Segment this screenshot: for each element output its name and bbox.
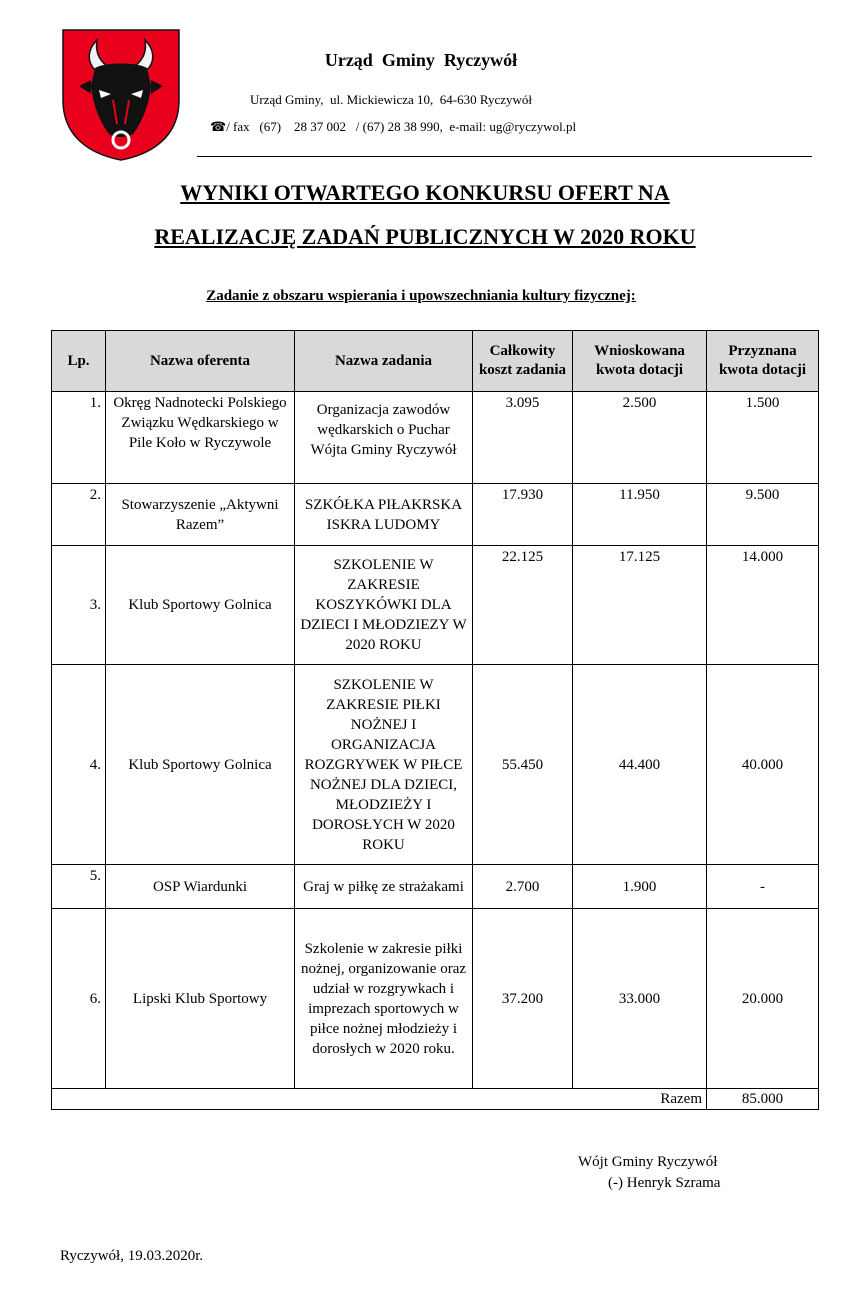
signature-title: Wójt Gminy Ryczywół [578,1154,718,1170]
row-lp: 4. [52,665,106,865]
table-row [52,392,819,484]
row-lp: 3. [52,546,106,665]
row-task-name: SZKOLENIE W ZAKRESIE KOSZYKÓWKI DLA DZIECI I MŁODZIEZY W 2020 ROKU [295,546,473,665]
row-total-cost: 37.200 [473,909,573,1089]
row-requested-amount: 11.950 [573,484,707,546]
table-total-row [52,1089,819,1110]
row-granted-amount: 20.000 [707,909,819,1089]
total-label: Razem [52,1089,707,1110]
organization-contact: ☎/ fax (67) 28 37 002 / (67) 28 38 990, e-mail: ug@ryczywol.pl [210,119,577,134]
row-offeror-name: Klub Sportowy Golnica [106,665,295,865]
table-row [52,546,819,665]
row-total-cost: 3.095 [473,392,573,484]
municipal-crest-icon [61,28,181,162]
row-lp: 2. [52,484,106,546]
table-row [52,865,819,909]
organization-address: Urząd Gminy, ul. Mickiewicza 10, 64-630 Ryczywół [250,92,533,107]
row-lp: 6. [52,909,106,1089]
row-requested-amount: 2.500 [573,392,707,484]
row-task-name: Szkolenie w zakresie piłki nożnej, organizowanie oraz udział w rozgrywkach i imprezach sportowych w piłce nożnej młodzieży i dorosłych w 2020 roku. [295,909,473,1089]
row-total-cost: 22.125 [473,546,573,665]
organization-name: Urząd Gminy Ryczywół [324,50,518,70]
row-granted-amount: 14.000 [707,546,819,665]
row-lp: 1. [52,392,106,484]
signature-block [578,1152,720,1194]
row-offeror-name: Stowarzyszenie „Aktywni Razem” [106,484,295,546]
header-total-cost: Całkowity koszt zadania [473,331,573,392]
header-granted-amount: Przyznana kwota dotacji [707,331,819,392]
total-value: 85.000 [707,1089,819,1110]
row-granted-amount: - [707,865,819,909]
row-total-cost: 17.930 [473,484,573,546]
row-requested-amount: 1.900 [573,865,707,909]
header-offeror-name: Nazwa oferenta [106,331,295,392]
task-area-subtitle: Zadanie z obszaru wspierania i upowszechniania kultury fizycznej: [206,288,636,304]
row-task-name: SZKÓŁKA PIŁAKRSKA ISKRA LUDOMY [295,484,473,546]
row-offeror-name: OSP Wiardunki [106,865,295,909]
document-title-line-1: WYNIKI OTWARTEGO KONKURSU OFERT NA [180,180,670,205]
table-row [52,484,819,546]
header-task-name: Nazwa zadania [295,331,473,392]
row-offeror-name: Klub Sportowy Golnica [106,546,295,665]
row-offeror-name: Okręg Nadnotecki Polskiego Związku Wędkarskiego w Pile Koło w Ryczywole [106,392,295,484]
row-total-cost: 2.700 [473,865,573,909]
signature-name: (-) Henryk Szrama [608,1175,721,1191]
row-granted-amount: 9.500 [707,484,819,546]
header-requested-amount: Wnioskowana kwota dotacji [573,331,707,392]
row-lp: 5. [52,865,106,909]
row-granted-amount: 40.000 [707,665,819,865]
table-row [52,665,819,865]
row-task-name: Graj w piłkę ze strażakami [295,865,473,909]
table-header-row [52,331,819,392]
results-table [51,330,819,1110]
document-title-line-2: REALIZACJĘ ZADAŃ PUBLICZNYCH W 2020 ROKU [154,224,696,249]
header-lp: Lp. [52,331,106,392]
row-granted-amount: 1.500 [707,392,819,484]
row-task-name: SZKOLENIE W ZAKRESIE PIŁKI NOŻNEJ I ORGANIZACJA ROZGRYWEK W PIŁCE NOŻNEJ DLA DZIECI, MŁODZIEŻY I DOROSŁYCH W 2020 ROKU [295,665,473,865]
row-requested-amount: 44.400 [573,665,707,865]
row-offeror-name: Lipski Klub Sportowy [106,909,295,1089]
row-requested-amount: 17.125 [573,546,707,665]
date-and-place: Ryczywół, 19.03.2020r. [60,1248,204,1264]
row-task-name: Organizacja zawodów wędkarskich o Puchar Wójta Gminy Ryczywół [295,392,473,484]
header-divider [197,156,812,157]
table-row [52,909,819,1089]
row-requested-amount: 33.000 [573,909,707,1089]
row-total-cost: 55.450 [473,665,573,865]
